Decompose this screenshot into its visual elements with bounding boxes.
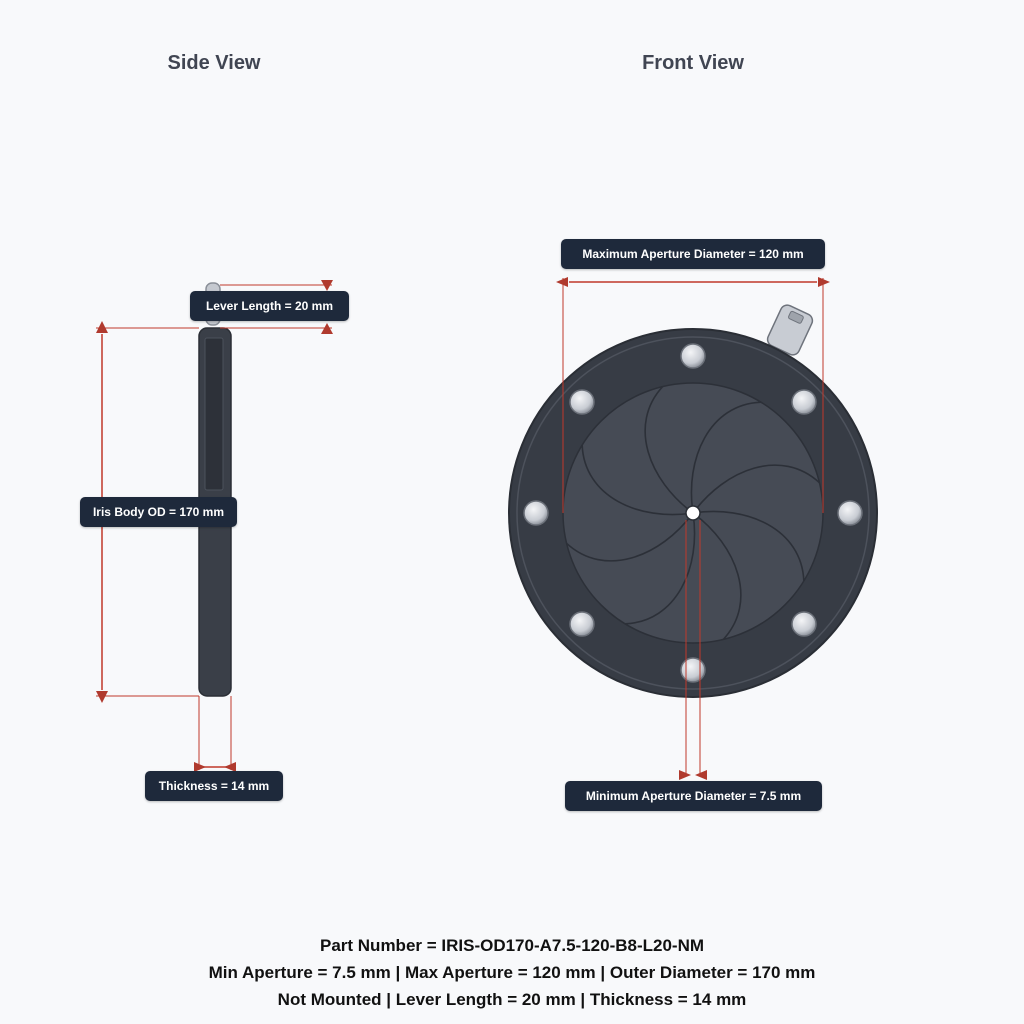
mounting-screw	[570, 390, 594, 414]
mounting-specs-line: Not Mounted | Lever Length = 20 mm | Thickness = 14 mm	[277, 990, 747, 1009]
part-number-line: Part Number = IRIS-OD170-A7.5-120-B8-L20-NM	[319, 936, 705, 955]
lever-length-label: Lever Length = 20 mm	[190, 291, 349, 321]
mounting-screw	[681, 658, 705, 682]
part-info-footer	[0, 932, 1024, 1013]
min-aperture-hole	[686, 506, 700, 520]
od-arrow-bottom	[96, 691, 108, 703]
side-iris-slot	[205, 338, 223, 490]
front-view-title: Front View	[642, 52, 744, 74]
mounting-screw	[792, 612, 816, 636]
thickness-label: Thickness = 14 mm	[145, 771, 283, 801]
side-view-title: Side View	[167, 52, 261, 74]
max-aperture-arrow-right	[818, 277, 830, 287]
body-od-label: Iris Body OD = 170 mm	[80, 497, 237, 527]
min-aperture-label: Minimum Aperture Diameter = 7.5 mm	[565, 781, 822, 811]
mounting-screw	[524, 501, 548, 525]
mounting-screw	[570, 612, 594, 636]
aperture-specs-line: Min Aperture = 7.5 mm | Max Aperture = 120 mm | Outer Diameter = 170 mm	[208, 963, 816, 982]
od-arrow-top	[96, 321, 108, 333]
max-aperture-label: Maximum Aperture Diameter = 120 mm	[561, 239, 825, 269]
mounting-screw	[681, 344, 705, 368]
min-aperture-arrow-left	[679, 770, 691, 780]
front-view	[509, 277, 877, 780]
mounting-screw	[838, 501, 862, 525]
min-aperture-arrow-right	[695, 770, 707, 780]
max-aperture-arrow-left	[556, 277, 568, 287]
mounting-screw	[792, 390, 816, 414]
